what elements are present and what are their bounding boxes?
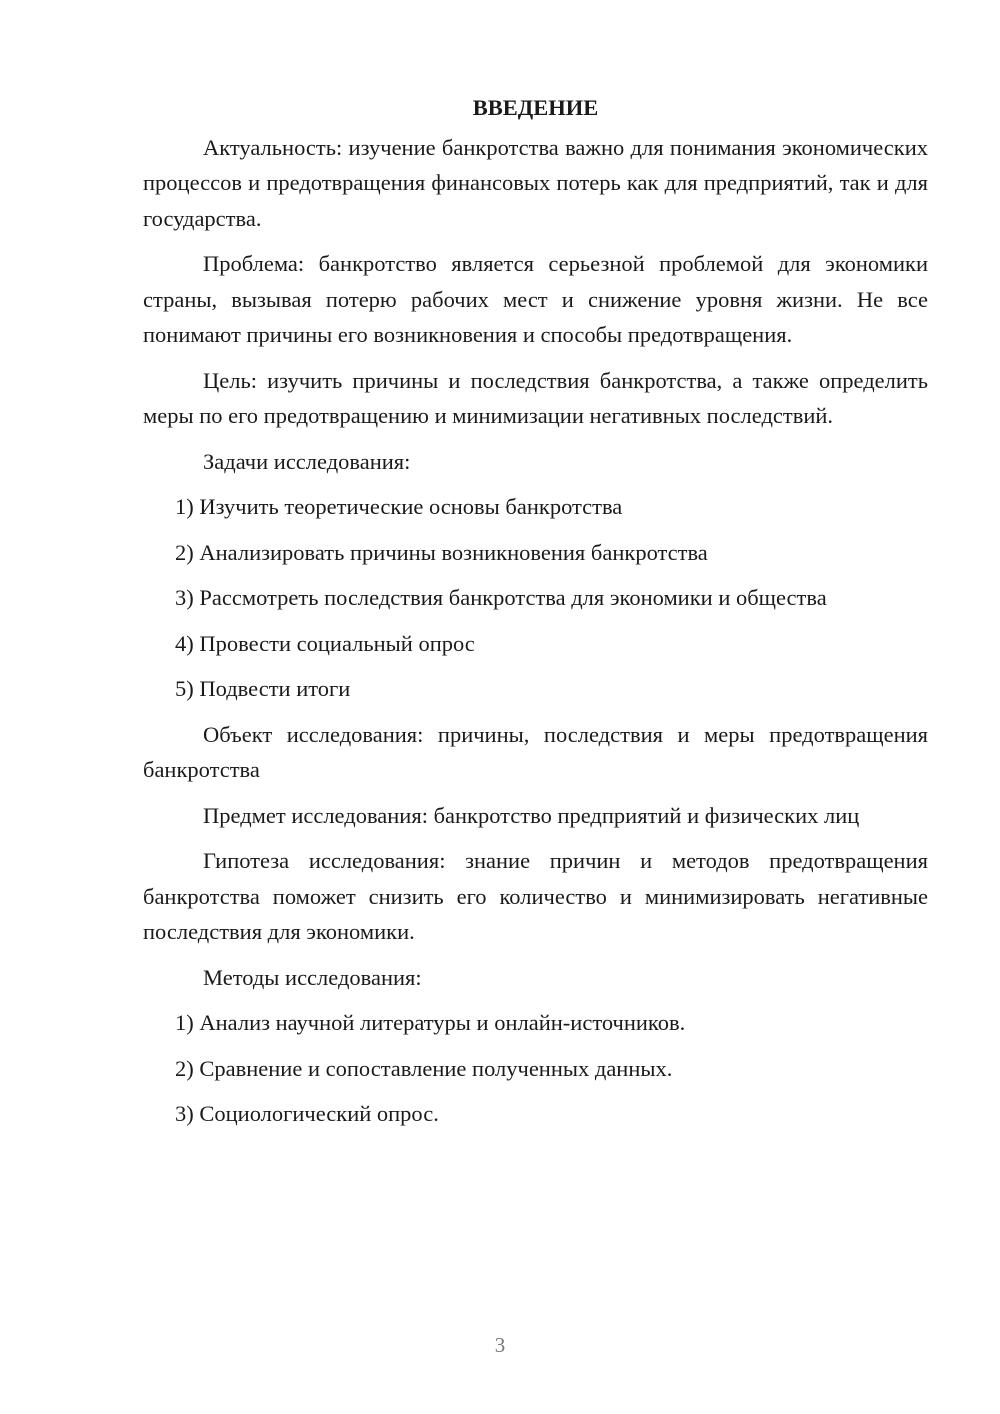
task-item: 1) Изучить теоретические основы банкротства xyxy=(175,494,623,519)
document-page xyxy=(143,90,928,1142)
goal-paragraph: Цель: изучить причины и последствия банкротства, а также определить меры по его предотвращению и минимизации негативных последствий. xyxy=(143,367,928,428)
problem-paragraph: Проблема: банкротство является серьезной проблемой для экономики страны, вызывая потерю рабочих мест и снижение уровня жизни. Не все понимают причины его возникновения и способы предотвращения. xyxy=(143,251,928,347)
tasks-heading: Задачи исследования: xyxy=(203,448,411,474)
task-item: 2) Анализировать причины возникновения банкротства xyxy=(175,539,708,565)
task-item: 4) Провести социальный опрос xyxy=(175,630,475,656)
methods-heading: Методы исследования: xyxy=(203,964,422,990)
hypothesis-paragraph: Гипотеза исследования: знание причин и методов предотвращения банкротства поможет снизить его количество и минимизировать негативные последствия для экономики. xyxy=(143,848,928,944)
method-item: 2) Сравнение и сопоставление полученных данных. xyxy=(175,1055,673,1081)
method-item: 1) Анализ научной литературы и онлайн-источников. xyxy=(175,1010,686,1035)
object-paragraph: Объект исследования: причины, последствия и меры предотвращения банкротства xyxy=(143,721,928,782)
method-item: 3) Социологический опрос. xyxy=(175,1101,439,1126)
page-number: 3 xyxy=(494,1333,506,1357)
subject-paragraph: Предмет исследования: банкротство предприятий и физических лиц xyxy=(203,802,860,828)
page-title: ВВЕДЕНИЕ xyxy=(472,95,599,120)
relevance-paragraph: Актуальность: изучение банкротства важно для понимания экономических процессов и предотвращения финансовых потерь как для предприятий, так и для государства. xyxy=(143,134,928,231)
task-item: 5) Подвести итоги xyxy=(175,676,351,701)
task-item: 3) Рассмотреть последствия банкротства для экономики и общества xyxy=(175,585,827,610)
